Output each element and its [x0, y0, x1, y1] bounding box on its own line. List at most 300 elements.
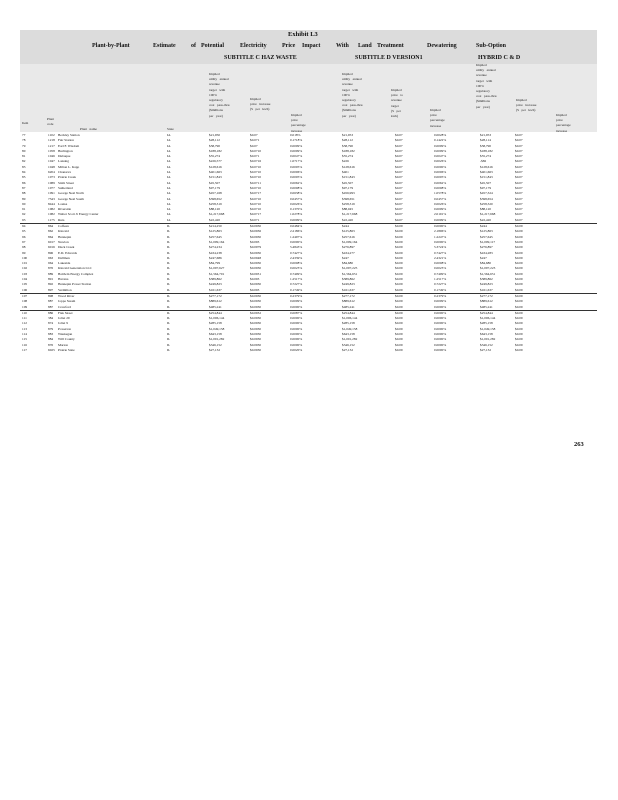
cell-h-price: $0.07 — [515, 133, 523, 137]
cell-plant-code: 1073 — [48, 175, 55, 180]
cell-d-revenue: $257,616 — [342, 234, 355, 239]
cell-c-price: $0.0710 — [250, 201, 262, 206]
cell-d-pct: 0.7227% — [434, 282, 447, 287]
cell-d-revenue: $277,172 — [342, 293, 355, 298]
cell-h-price: $0.09 — [515, 224, 523, 229]
cell-c-price: $0.0930 — [250, 337, 262, 342]
cell-c-pct: 1.0278% — [290, 212, 303, 217]
cell-plant-name: Chanarva — [58, 170, 71, 175]
cell-state: IL — [167, 337, 171, 342]
title-word: Estimate — [153, 43, 176, 49]
cell-c-revenue: $151,843 — [209, 175, 222, 180]
cell-c-price: $0.0710 — [250, 164, 262, 169]
cell-c-pct: 1.2517% — [290, 277, 303, 282]
cell-c-pct: 0.0005% — [290, 175, 303, 180]
cell-d-pct: 2.0191% — [434, 212, 447, 217]
cell-c-price: $0.071 — [250, 138, 260, 143]
title-word: Price — [282, 43, 296, 49]
cell-d-pct: 0.1749% — [434, 287, 447, 292]
cell-d-pct: 0.0000% — [434, 164, 447, 169]
cell-c-pct: 0.0484% — [290, 224, 303, 229]
cell-item: 96 — [22, 234, 26, 239]
cell-plant-code: 876 — [48, 342, 54, 347]
cell-c-price: $0.093 — [250, 239, 260, 244]
cell-item: 80 — [22, 148, 26, 153]
cell-state: IL — [167, 282, 171, 287]
cell-plant-name: Hennepin — [58, 234, 72, 239]
cell-item: 79 — [22, 143, 26, 148]
cell-item: 105 — [22, 282, 28, 287]
cell-d-pct: 0.0008% — [434, 261, 447, 266]
cell-d-revenue: $21,953 — [342, 133, 354, 137]
cell-c-pct: 5.4843% — [290, 245, 303, 250]
cell-plant-code: 864 — [48, 224, 54, 229]
cell-d-pct: 1.2517% — [434, 277, 447, 282]
cell-c-revenue: $401,663 — [209, 170, 222, 175]
cell-d-pct: 0.1422% — [434, 138, 447, 143]
cell-c-pct: 0.0000% — [290, 337, 303, 342]
cell-c-price: $0.0930 — [250, 321, 262, 326]
cell-h-revenue: $88,120 — [480, 207, 492, 212]
cell-d-price: $0.07 — [395, 154, 403, 159]
cell-d-revenue: $1,009,164 — [342, 239, 358, 244]
cell-plant-code: 1175 — [48, 217, 55, 222]
cell-c-revenue: $226,577 — [209, 159, 222, 164]
cell-state: IL — [167, 255, 171, 260]
cell-d-revenue: $285,158 — [342, 321, 355, 326]
cell-c-price: $0.0710 — [250, 185, 262, 190]
cell-item: 115 — [22, 337, 27, 342]
cell-c-price: $0.0932 — [250, 310, 262, 315]
header-c-price: Implied price increase (S per kwh) — [250, 97, 271, 112]
cell-h-revenue: $434,283 — [480, 250, 493, 255]
cell-item: 113 — [22, 326, 27, 331]
cell-d-pct: 0.0026% — [434, 159, 447, 164]
cell-d-revenue: $247 — [342, 255, 349, 260]
cell-plant-name: George Neal South — [58, 196, 84, 201]
cell-d-pct: 2.1896% — [434, 229, 447, 234]
cell-plant-name: Sixth Street — [58, 180, 74, 185]
cell-plant-code: 6017 — [48, 239, 55, 244]
cell-d-revenue: $226 — [342, 159, 349, 164]
cell-h-price: $0.07 — [515, 159, 523, 164]
cell-d-price: $0.09 — [395, 261, 403, 266]
cell-plant-code: 892 — [48, 282, 54, 287]
cell-h-revenue: $1,009,117 — [480, 239, 496, 244]
section-subtitle-c: SUBTITLE C HAZ WASTE — [224, 55, 297, 61]
cell-state: IL — [167, 266, 171, 271]
cell-h-price: $0.07 — [515, 191, 523, 196]
cell-plant-name: Fair Station — [58, 138, 74, 143]
cell-c-pct: 0.0000% — [290, 342, 303, 347]
cell-c-pct: 0.0006% — [290, 170, 303, 175]
cell-d-price: $0.07 — [395, 191, 403, 196]
cell-c-revenue: $1,001,282 — [209, 337, 225, 342]
cell-d-price: $0.09 — [395, 337, 403, 342]
cell-h-revenue: $151,843 — [480, 175, 493, 180]
cell-plant-name: Riverside — [58, 207, 71, 212]
cell-plant-code: 891 — [48, 277, 54, 282]
cell-d-price: $0.09 — [395, 224, 403, 229]
cell-item: 106 — [22, 287, 28, 292]
cell-h-revenue: $21,953 — [480, 133, 492, 137]
cell-d-pct: 0.0009% — [434, 207, 447, 212]
cell-h-price: $0.09 — [515, 245, 523, 250]
cell-plant-code: 1058 — [48, 148, 55, 153]
cell-item: 114 — [22, 331, 27, 336]
cell-d-price: $0.09 — [395, 342, 403, 347]
cell-c-revenue: $1,006,144 — [209, 316, 225, 321]
cell-d-price: $0.09 — [395, 326, 403, 331]
cell-d-price: $0.07 — [395, 175, 403, 180]
cell-plant-name: Sutherland — [58, 185, 73, 190]
cell-d-revenue: $58,790 — [342, 143, 354, 148]
cell-c-pct: 0.7409% — [290, 271, 303, 276]
cell-state: IA — [167, 148, 171, 153]
cell-c-revenue: $84,799 — [209, 261, 221, 266]
cell-c-price: $0.0930 — [250, 250, 262, 255]
cell-d-price: $0.09 — [395, 293, 403, 298]
cell-state: IL — [167, 310, 171, 315]
cell-h-price: $0.09 — [515, 293, 523, 298]
cell-c-pct: 0.0087% — [290, 310, 303, 315]
cell-h-price: $0.07 — [515, 164, 523, 169]
cell-plant-code: 1047 — [48, 159, 55, 164]
cell-d-pct: 0.0000% — [434, 304, 447, 309]
cell-state: IL — [167, 239, 171, 244]
cell-d-revenue: $28,112 — [342, 138, 353, 143]
cell-d-revenue: $188,182 — [342, 148, 355, 153]
cell-d-price: $0.09 — [395, 299, 403, 304]
cell-c-revenue: $274,234 — [209, 245, 222, 250]
cell-c-pct: 0.1370% — [290, 207, 303, 212]
cell-plant-name: Milton L. Kapp — [58, 164, 80, 169]
cell-d-price: $0.07 — [395, 148, 403, 153]
cell-c-pct: 2.2186% — [290, 229, 303, 234]
cell-plant-name: Hennepin Power Station — [58, 282, 92, 287]
header-h-revenue: Implied utility annual revenue target with 100% regulatory cost pass-thru ($millions per year) — [476, 63, 497, 109]
table-row — [20, 348, 597, 353]
cell-plant-code: 1218 — [48, 138, 55, 143]
header-d-price: Implied price to revenue target (S per kwh) — [391, 88, 403, 119]
cell-h-revenue: $257,645 — [480, 234, 493, 239]
cell-plant-name: Ruta — [58, 217, 65, 222]
cell-c-revenue: $97,179 — [209, 185, 221, 190]
cell-item: 102 — [22, 266, 28, 271]
cell-state: IA — [167, 185, 171, 190]
cell-h-price: $0.09 — [515, 342, 523, 347]
cell-d-price: $0.07 — [395, 170, 403, 175]
cell-item: 84 — [22, 170, 26, 175]
title-word: of — [191, 43, 196, 49]
cell-c-pct: 0.0009% — [290, 217, 303, 222]
cell-c-price: $0.0710 — [250, 175, 262, 180]
cell-item: 90 — [22, 201, 26, 206]
cell-c-revenue: $434,238 — [209, 250, 222, 255]
cell-state: IL — [167, 234, 171, 239]
cell-d-revenue: $128,616 — [342, 164, 355, 169]
cell-h-price: $0.09 — [515, 287, 523, 292]
cell-plant-name: Dallman — [58, 255, 70, 260]
cell-plant-name: Powerton — [58, 326, 71, 331]
cell-item: 109 — [22, 304, 28, 309]
cell-item: 94 — [22, 224, 26, 229]
cell-c-price: $0.0716 — [250, 159, 262, 164]
cell-item: 92 — [22, 212, 26, 217]
cell-h-price: $0.09 — [515, 229, 523, 234]
cell-plant-name: Prairie Creek — [58, 175, 76, 180]
cell-d-price: $0.07 — [395, 201, 403, 206]
cell-h-price: $0.07 — [515, 154, 523, 159]
cell-plant-code: 1046 — [48, 154, 55, 159]
cell-d-price: $0.07 — [395, 196, 403, 201]
title-word: Treatment — [377, 43, 404, 49]
title-word: Electricity — [240, 43, 267, 49]
cell-h-revenue: $277,172 — [480, 293, 493, 298]
cell-c-revenue: $1,049,158 — [209, 326, 225, 331]
cell-plant-name: Marion — [58, 342, 68, 347]
cell-c-revenue: $254,844 — [209, 310, 222, 315]
cell-d-price: $0.09 — [395, 229, 403, 234]
cell-state: IL — [167, 261, 171, 266]
cell-c-price: $0.0710 — [250, 207, 262, 212]
cell-item: 107 — [22, 293, 28, 298]
cell-c-price: $0.0930 — [250, 234, 262, 239]
cell-d-revenue: $1,097,225 — [342, 266, 358, 271]
cell-c-pct: 0.0008% — [290, 185, 303, 190]
cell-c-revenue: $1,564,701 — [209, 271, 225, 276]
section-subtitle-d: SUBTITLE D VERSION1 — [355, 55, 423, 61]
cell-h-revenue: $1,049,158 — [480, 326, 496, 331]
cell-c-revenue: $1,009,164 — [209, 239, 225, 244]
cell-d-price: $0.07 — [395, 138, 403, 143]
cell-h-revenue: $643,158 — [480, 331, 493, 336]
cell-h-revenue: $188,182 — [480, 148, 493, 153]
cell-plant-code: 8444 — [48, 201, 55, 206]
cell-d-price: $0.09 — [395, 282, 403, 287]
cell-d-revenue: $1,001,282 — [342, 337, 358, 342]
cell-plant-code: 864 — [48, 234, 54, 239]
cell-state: IA — [167, 138, 171, 143]
cell-c-pct: 0.2379% — [290, 293, 303, 298]
cell-c-price: $0.0930 — [250, 299, 262, 304]
cell-state: IA — [167, 212, 171, 217]
cell-c-pct: 0.7427% — [290, 250, 303, 255]
cell-plant-code: 887 — [48, 299, 54, 304]
cell-d-revenue: $125,863 — [342, 229, 355, 234]
cell-h-price: $0.07 — [515, 180, 523, 185]
cell-c-revenue: $285,158 — [209, 321, 222, 326]
cell-plant-code: 1217 — [48, 143, 55, 148]
cell-h-price: $0.09 — [515, 277, 523, 282]
cell-plant-name: Joppa Steam — [58, 299, 76, 304]
header-item: Item — [22, 121, 29, 125]
cell-d-pct: 0.0000% — [434, 337, 447, 342]
cell-plant-code: 1091 — [48, 191, 55, 196]
cell-d-revenue: $55,274 — [342, 154, 354, 159]
cell-state: IA — [167, 201, 171, 206]
cell-plant-code: 886 — [48, 310, 54, 315]
cell-item: 97 — [22, 239, 26, 244]
cell-state: IL — [167, 224, 171, 229]
cell-plant-name: Duck Creek — [58, 245, 75, 250]
cell-plant-name: Burlington — [58, 148, 73, 153]
cell-d-price: $0.09 — [395, 310, 403, 315]
cell-c-revenue: $257,645 — [209, 234, 222, 239]
cell-d-pct: 0.0000% — [434, 316, 447, 321]
cell-h-revenue: $1,564,651 — [480, 271, 496, 276]
cell-d-pct: 0.7409% — [434, 271, 447, 276]
cell-d-revenue: $401 — [342, 170, 349, 175]
cell-item: 87 — [22, 185, 26, 190]
cell-d-price: $0.07 — [395, 180, 403, 185]
cell-c-revenue: $889,612 — [209, 299, 222, 304]
cell-c-price: $0.0930 — [250, 293, 262, 298]
cell-c-price: $0.071 — [250, 154, 260, 159]
cell-c-price: $0.0930 — [250, 326, 262, 331]
cell-h-price: $0.09 — [515, 310, 523, 315]
cell-plant-name: Kincaid — [58, 229, 69, 234]
cell-h-price: $0.07 — [515, 170, 523, 175]
header-h-price: Implied price increase (S per kwh) — [516, 98, 537, 113]
cell-c-pct: 0.0000% — [290, 331, 303, 336]
cell-h-price: $0.07 — [515, 148, 523, 153]
title-word: With — [336, 43, 349, 49]
cell-item: 82 — [22, 159, 26, 164]
cell-plant-name: Newton — [58, 239, 69, 244]
cell-c-pct: 0.1749% — [290, 287, 303, 292]
cell-plant-code: 6016 — [48, 245, 55, 250]
data-table — [20, 133, 597, 353]
cell-c-price: $0.0979 — [250, 245, 262, 250]
cell-c-revenue: $398,652 — [209, 196, 222, 201]
cell-h-price: $0.07 — [515, 175, 523, 180]
cell-c-pct: 0.0047% — [290, 154, 303, 159]
cell-plant-code: 889 — [48, 271, 54, 276]
cell-c-pct: 0.0000% — [290, 304, 303, 309]
cell-h-revenue: $485,241 — [480, 304, 493, 309]
title-word: Plant-by-Plant — [92, 43, 130, 49]
cell-state: IA — [167, 143, 171, 148]
cell-d-pct: 0.0009% — [434, 217, 447, 222]
cell-h-revenue: $28,114 — [480, 138, 491, 143]
cell-plant-name: Lakeside — [58, 261, 71, 266]
cell-plant-name: Beckley Station — [58, 133, 80, 137]
cell-c-price: $0.0930 — [250, 224, 262, 229]
cell-h-revenue: $161,637 — [480, 287, 493, 292]
cell-d-price: $0.09 — [395, 316, 403, 321]
cell-item: 85 — [22, 175, 26, 180]
cell-c-pct: 0.0009% — [290, 143, 303, 148]
cell-d-price: $0.07 — [395, 185, 403, 190]
cell-c-revenue: $22,420 — [209, 217, 221, 222]
cell-c-pct: 0.0000% — [290, 321, 303, 326]
cell-c-price: $0.0931 — [250, 271, 262, 276]
cell-c-revenue: $1,097,627 — [209, 266, 225, 271]
cell-h-price: $0.09 — [515, 250, 523, 255]
cell-c-revenue: $643,158 — [209, 331, 222, 336]
cell-plant-name: Kincaid Generation LLC — [58, 266, 92, 271]
cell-state: IL — [167, 287, 171, 292]
cell-d-revenue: $1,006,144 — [342, 316, 358, 321]
cell-item: 116 — [22, 342, 27, 347]
cell-h-price: $0.07 — [515, 217, 523, 222]
cell-c-price: $0.0710 — [250, 148, 262, 153]
cell-c-pct: 0.0009% — [290, 148, 303, 153]
cell-h-revenue: $276,897 — [480, 245, 493, 250]
cell-c-pct: 0.1718% — [290, 138, 303, 143]
cell-c-pct: 0.0000% — [290, 316, 303, 321]
title-word: Dewatering — [427, 43, 457, 49]
cell-c-pct: 0.0457% — [290, 196, 303, 201]
cell-h-revenue: $125,863 — [480, 229, 493, 234]
cell-c-revenue: $1,217,668 — [209, 212, 225, 217]
cell-c-revenue: $27,132 — [209, 347, 221, 352]
cell-h-price: $0.09 — [515, 282, 523, 287]
cell-h-revenue: $55,274 — [480, 154, 492, 159]
cell-h-revenue: -$82 — [480, 159, 487, 164]
cell-plant-code: 887 — [48, 304, 54, 309]
cell-plant-code: 1082 — [48, 212, 55, 217]
cell-plant-code: 898 — [48, 293, 54, 298]
cell-c-revenue: $188,182 — [209, 148, 222, 153]
cell-d-revenue: $88,045 — [342, 207, 354, 212]
cell-item: 117 — [22, 347, 27, 352]
cell-state: IA — [167, 180, 171, 185]
cell-c-price: $0.07 — [250, 133, 258, 137]
cell-h-revenue: $1,097,223 — [480, 266, 496, 271]
cell-item: 98 — [22, 245, 26, 250]
cell-d-price: $0.09 — [395, 347, 403, 352]
cell-c-revenue: $258,319 — [209, 201, 222, 206]
cell-state: IL — [167, 245, 171, 250]
cell-d-price: $0.07 — [395, 217, 403, 222]
cell-c-price: $0.0930 — [250, 304, 262, 309]
cell-d-price: $0.09 — [395, 277, 403, 282]
cell-item: 77 — [22, 133, 26, 137]
cell-d-revenue: $1,049,158 — [342, 326, 358, 331]
cell-h-price: $0.09 — [515, 271, 523, 276]
cell-plant-name: Wood River — [58, 293, 75, 298]
cell-state: IA — [167, 207, 171, 212]
cell-h-price: $0.07 — [515, 185, 523, 190]
cell-c-revenue: $58,790 — [209, 143, 221, 148]
cell-item: 95 — [22, 229, 26, 234]
cell-c-pct: 0.0000% — [290, 326, 303, 331]
cell-c-revenue: $161,637 — [209, 287, 222, 292]
cell-item: 93 — [22, 217, 26, 222]
cell-h-revenue: $128,616 — [480, 164, 493, 169]
cell-h-price: $0.07 — [515, 207, 523, 212]
cell-item: 101 — [22, 261, 28, 266]
cell-h-revenue: $1,006,144 — [480, 316, 496, 321]
cell-h-price: $0.07 — [515, 138, 523, 143]
cell-plant-code: 879 — [48, 326, 54, 331]
cell-plant-name: Baldwin Energy Complex — [58, 271, 94, 276]
cell-c-price: $0.093 — [250, 287, 260, 292]
cell-plant-code: 6204 — [48, 170, 55, 175]
cell-state: IL — [167, 321, 171, 326]
cell-h-revenue: $84,680 — [480, 261, 492, 266]
cell-d-revenue: $485,241 — [342, 304, 355, 309]
cell-c-revenue: $277,172 — [209, 293, 222, 298]
cell-h-price: $0.09 — [515, 316, 523, 321]
cell-d-pct: 0.0000% — [434, 239, 447, 244]
cell-item: 104 — [22, 277, 28, 282]
cell-d-pct: 0.0000% — [434, 342, 447, 347]
cell-c-price: $0.0930 — [250, 342, 262, 347]
page-number: 263 — [574, 441, 584, 448]
